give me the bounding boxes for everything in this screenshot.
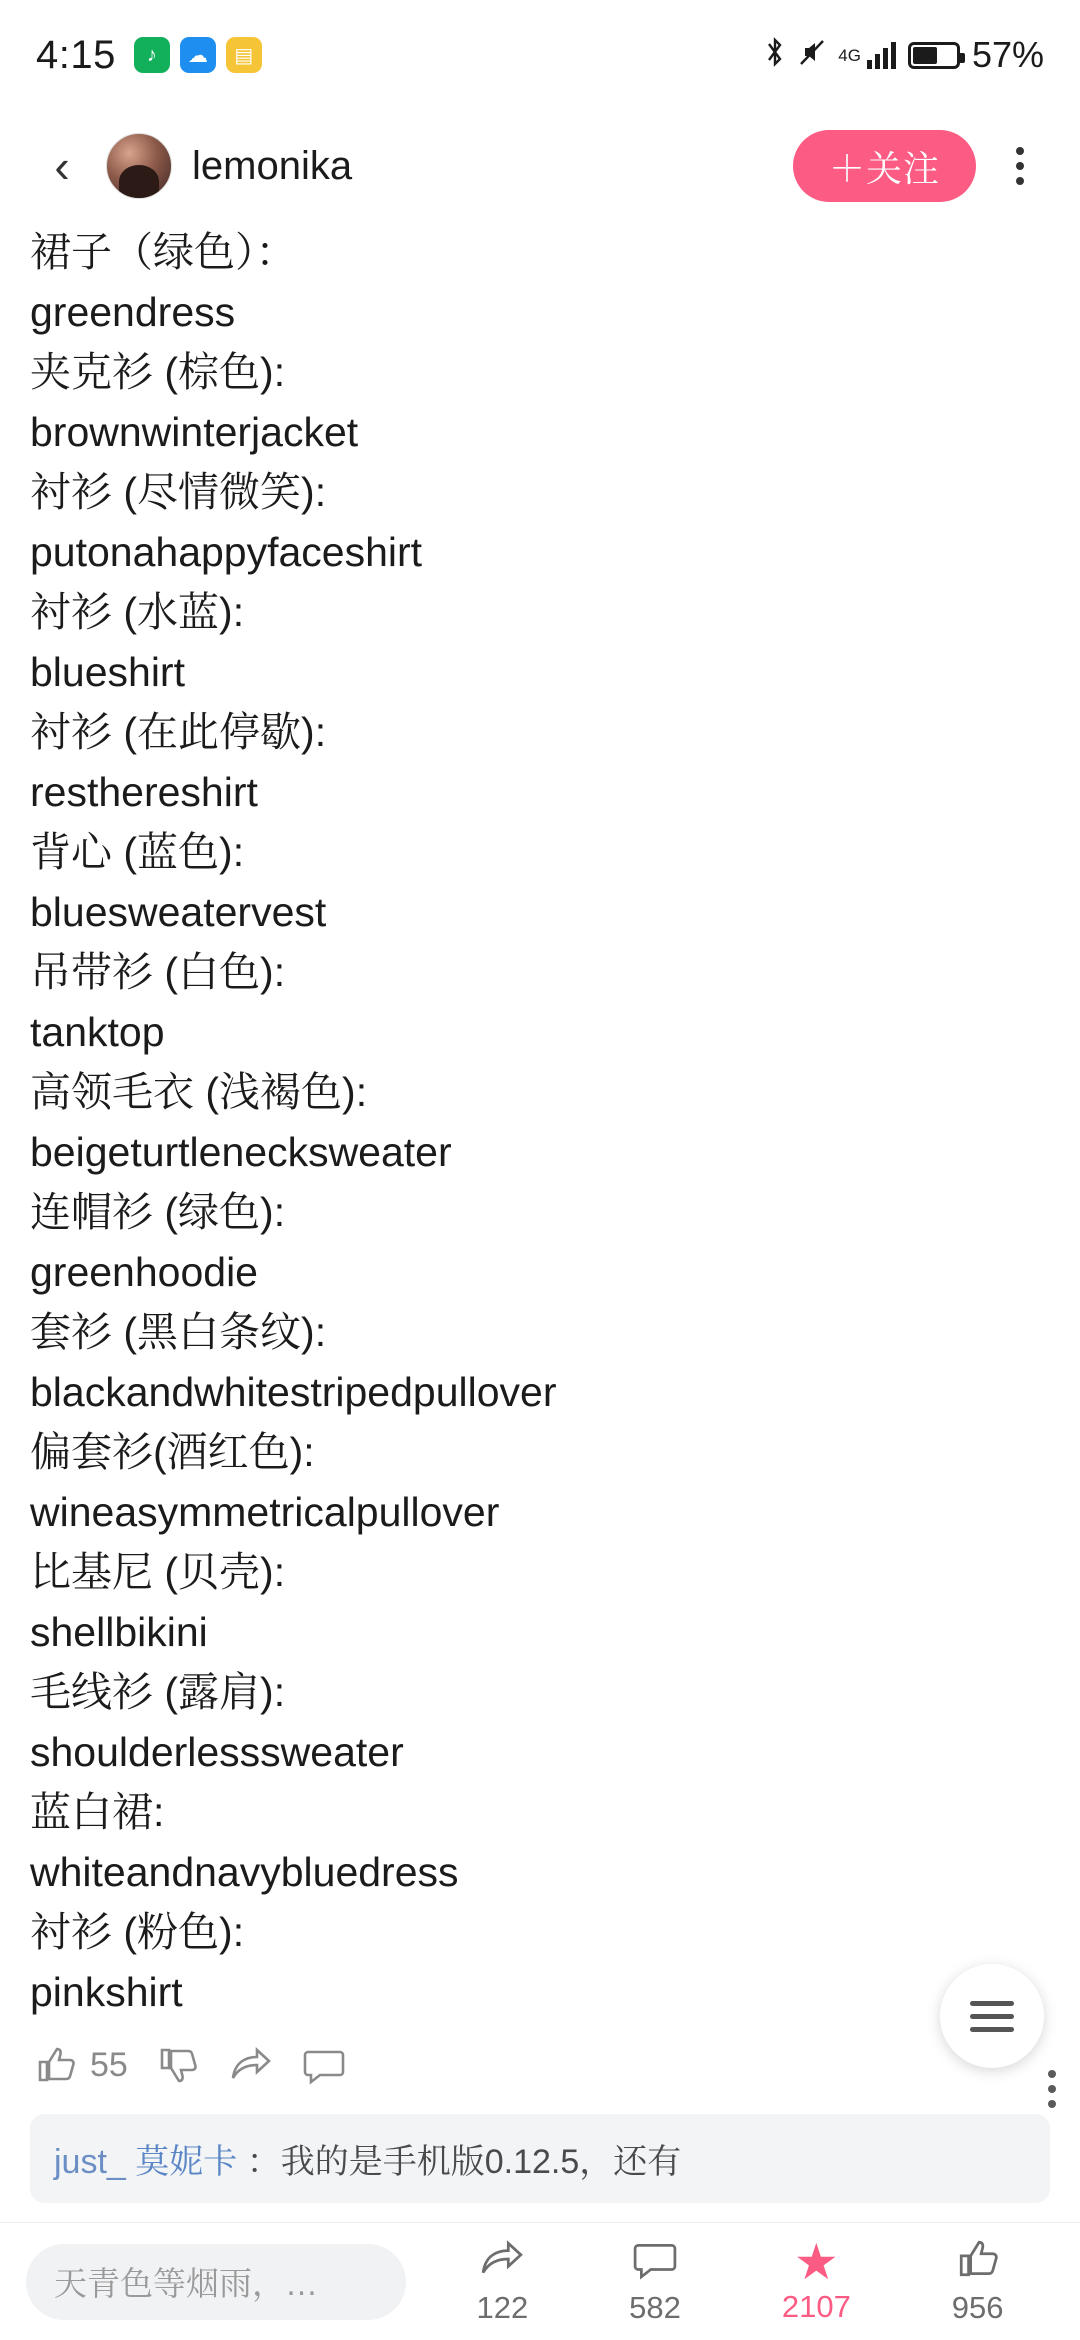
post-line: 背心 (蓝色): xyxy=(30,829,245,875)
comment-action[interactable] xyxy=(302,2044,346,2086)
post-line: 衬衫 (粉色): xyxy=(30,1909,245,1955)
username-label[interactable]: lemonika xyxy=(192,143,353,188)
like-action[interactable] xyxy=(34,2044,128,2086)
post-line: greenhoodie xyxy=(30,1249,258,1295)
post-line: 衬衫 (水蓝): xyxy=(30,589,245,635)
music-app-icon: ♪ xyxy=(134,37,170,73)
post-line: brownwinterjacket xyxy=(30,409,359,455)
comment-count: 582 xyxy=(629,2290,681,2325)
comment-user: just_ xyxy=(54,2143,126,2181)
notes-app-icon: ▤ xyxy=(226,37,262,73)
comment-bubble-icon xyxy=(302,2044,346,2086)
comment-input[interactable]: 天青色等烟雨，… xyxy=(26,2244,406,2320)
status-tray-icons xyxy=(134,37,262,73)
thumbs-down-icon xyxy=(156,2044,200,2086)
mute-icon xyxy=(798,37,826,74)
side-more-options-icon[interactable] xyxy=(1048,2070,1056,2108)
signal-strength-icon xyxy=(867,41,896,69)
network-type-label: 4G xyxy=(838,45,861,65)
comment-bubble-icon xyxy=(630,2237,680,2286)
post-line: blueshirt xyxy=(30,649,185,695)
post-line: 连帽衫 (绿色): xyxy=(30,1189,286,1235)
post-line: 套衫 (黑白条纹): xyxy=(30,1309,327,1355)
post-line: 吊带衫 (白色): xyxy=(30,949,286,995)
app-bar xyxy=(0,110,1080,222)
like-count: 55 xyxy=(90,2045,128,2084)
share-arrow-icon xyxy=(228,2044,274,2086)
follow-button[interactable]: ＋关注 xyxy=(793,130,976,202)
post-line: 毛线衫 (露肩): xyxy=(30,1669,286,1715)
post-line: bluesweatervest xyxy=(30,889,327,935)
avatar[interactable] xyxy=(106,133,172,199)
share-arrow-icon xyxy=(477,2237,527,2286)
battery-icon xyxy=(908,42,960,69)
post-line: shoulderlesssweater xyxy=(30,1729,404,1775)
post-line: whiteandnavybluedress xyxy=(30,1849,459,1895)
post-line: resthereshirt xyxy=(30,769,258,815)
dislike-action[interactable] xyxy=(156,2044,200,2086)
catalog-button[interactable] xyxy=(940,1964,1044,2068)
post-line: 衬衫 (尽情微笑): xyxy=(30,469,327,515)
share-action[interactable] xyxy=(228,2044,274,2086)
comment-preview[interactable] xyxy=(30,2114,1050,2203)
battery-percent-label: 57% xyxy=(971,34,1044,75)
post-line: greendress xyxy=(30,289,236,335)
post-line: 蓝白裙: xyxy=(30,1789,165,1835)
back-chevron-icon[interactable]: ‹ xyxy=(54,140,70,192)
more-options-icon[interactable] xyxy=(990,130,1050,202)
post-line: tanktop xyxy=(30,1009,165,1055)
post-line: 裙子（绿色）： xyxy=(30,229,297,275)
post-line: beigeturtlenecksweater xyxy=(30,1129,452,1175)
share-count: 122 xyxy=(476,2290,529,2325)
post-line: pinkshirt xyxy=(30,1969,183,2015)
comment-text: ：我的是手机版0.12.5，还有 xyxy=(246,2143,682,2181)
bluetooth-icon xyxy=(764,37,786,74)
post-line: 偏套衫(酒红色): xyxy=(30,1429,315,1475)
post-line: 高领毛衣 (浅褐色): xyxy=(30,1069,368,1115)
star-icon: ★ xyxy=(793,2233,839,2290)
bottom-comment-action[interactable] xyxy=(629,2237,681,2326)
status-time: 4:15 xyxy=(36,32,116,77)
post-action-row xyxy=(0,2022,1080,2096)
like-count: 956 xyxy=(951,2290,1004,2325)
weather-app-icon: ☁ xyxy=(180,37,216,73)
post-line: 夹克衫 (棕色): xyxy=(30,349,286,395)
favorite-count: 2107 xyxy=(781,2288,851,2324)
comment-name: 莫妮卡 xyxy=(135,2143,238,2181)
post-line: 比基尼 (贝壳): xyxy=(30,1549,286,1595)
bottom-share-action[interactable] xyxy=(476,2237,528,2326)
status-system-icons xyxy=(764,34,1044,76)
bottom-like-action[interactable] xyxy=(952,2237,1004,2326)
thumbs-up-icon xyxy=(953,2237,1003,2286)
post-line: putonahappyfaceshirt xyxy=(30,529,423,575)
post-line: 衬衫 (在此停歇): xyxy=(30,709,327,755)
post-text-body xyxy=(0,222,1080,2022)
thumbs-up-icon xyxy=(34,2044,78,2086)
post-scroll-area[interactable] xyxy=(0,222,1080,2222)
post-line: shellbikini xyxy=(30,1609,208,1655)
bottom-action-bar xyxy=(0,2222,1080,2340)
post-line: wineasymmetricalpullover xyxy=(30,1489,500,1535)
bottom-actions xyxy=(406,2233,1054,2326)
post-line: blackandwhitestripedpullover xyxy=(30,1369,557,1415)
catalog-list-icon xyxy=(970,2001,1014,2032)
bottom-favorite-action[interactable] xyxy=(781,2233,851,2325)
status-bar xyxy=(0,0,1080,110)
